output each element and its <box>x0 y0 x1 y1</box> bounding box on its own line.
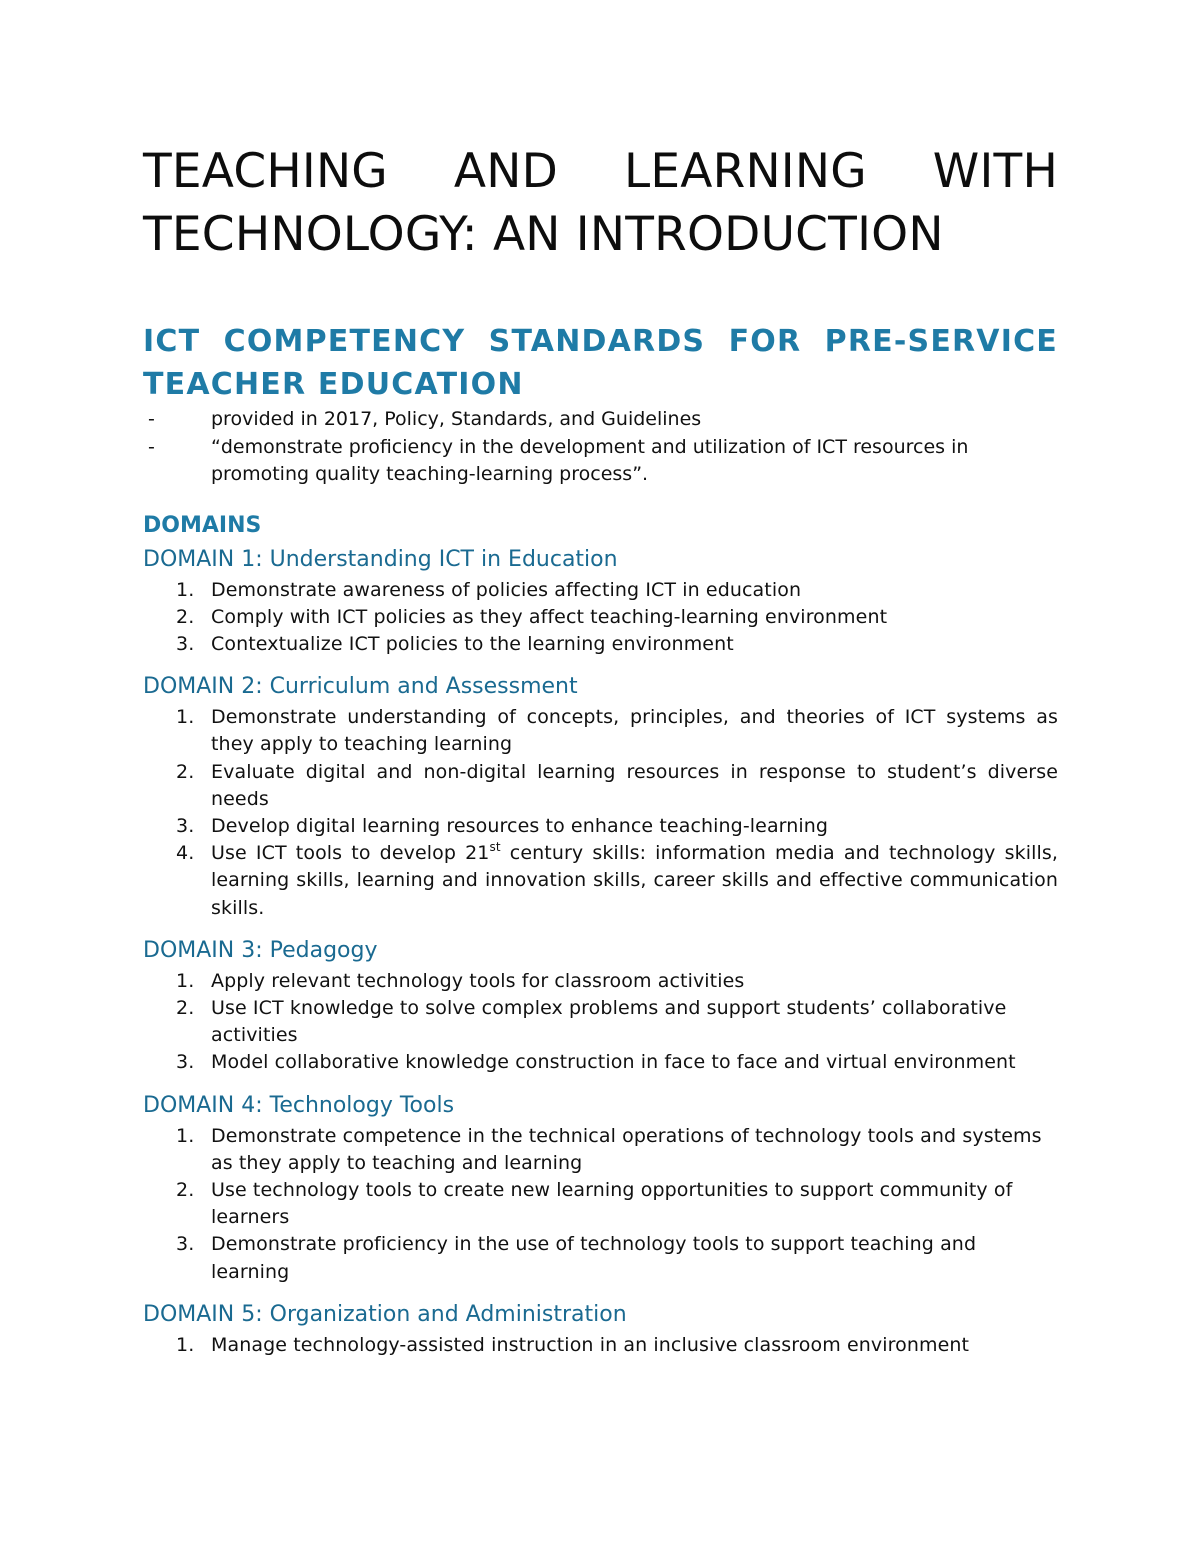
domain-heading: DOMAIN 1: Understanding ICT in Education <box>143 546 618 572</box>
list-item <box>143 1123 1058 1177</box>
item-text: Demonstrate competence in the technical operations of technology tools and systems as they apply to teaching and learning <box>211 1124 1042 1174</box>
item-number: 2. <box>176 605 195 628</box>
list-item <box>143 759 1058 813</box>
item-text: Develop digital learning resources to enhance teaching-learning <box>211 814 829 837</box>
list-item <box>143 995 1058 1049</box>
domain-item-list <box>143 1123 1058 1286</box>
item-number: 1. <box>176 1333 195 1356</box>
item-text: Demonstrate proficiency in the use of technology tools to support teaching and learning <box>211 1233 977 1283</box>
item-number: 2. <box>176 996 195 1019</box>
list-item <box>143 1049 1058 1076</box>
item-text: Model collaborative knowledge construction in face to face and virtual environment <box>211 1051 1016 1074</box>
section-heading-line-1: ICT COMPETENCY STANDARDS FOR PRE-SERVICE <box>143 324 1058 359</box>
item-text: Apply relevant technology tools for classroom activities <box>211 969 745 992</box>
domain-4 <box>143 1089 1058 1286</box>
item-text: Manage technology-assisted instruction in an inclusive classroom environment <box>211 1333 970 1356</box>
list-item <box>143 631 1058 658</box>
item-text: Comply with ICT policies as they affect teaching-learning environment <box>211 605 888 628</box>
item-number: 1. <box>176 578 195 601</box>
domain-item-list <box>143 968 1058 1077</box>
item-number: 3. <box>176 814 195 837</box>
item-number: 2. <box>176 760 195 783</box>
item-text-start: Use ICT tools to develop 21 <box>211 842 490 865</box>
item-text: Evaluate digital and non-digital learning resources in response to student’s diverse needs <box>211 760 1058 810</box>
list-item <box>143 604 1058 631</box>
domain-5 <box>143 1298 1058 1359</box>
domain-3 <box>143 934 1058 1077</box>
bullet-dash: - <box>148 435 155 458</box>
list-item <box>143 968 1058 995</box>
item-text: Contextualize ICT policies to the learning environment <box>211 632 734 655</box>
list-item <box>143 577 1058 604</box>
item-number: 4. <box>176 842 195 865</box>
bullet-item <box>143 406 1058 434</box>
domain-1 <box>143 543 1058 659</box>
list-item <box>143 840 1058 922</box>
bullet-dash: - <box>148 408 155 430</box>
document-page <box>143 140 1058 1359</box>
document-title-line-1: TEACHING AND LEARNING WITH <box>143 144 1058 199</box>
domain-heading: DOMAIN 2: Curriculum and Assessment <box>143 674 578 700</box>
domain-item-list <box>143 704 1058 922</box>
item-number: 3. <box>176 632 195 655</box>
bullet-text: provided in 2017, Policy, Standards, and Guidelines <box>211 408 702 430</box>
item-number: 2. <box>176 1178 195 1201</box>
item-number: 1. <box>176 706 195 729</box>
list-item <box>143 1332 1058 1359</box>
domain-item-list <box>143 577 1058 659</box>
list-item <box>143 1177 1058 1231</box>
item-text-end: century skills: information media and technology skills, learning skills, learning and innovation skills, career skills and effective communication skills. <box>211 842 1058 919</box>
domain-2 <box>143 670 1058 922</box>
domain-heading: DOMAIN 5: Organization and Administration <box>143 1301 627 1327</box>
bullet-item <box>143 434 1058 489</box>
list-item <box>143 813 1058 840</box>
item-text: Demonstrate understanding of concepts, principles, and theories of ICT systems as they apply to teaching learning <box>211 706 1058 756</box>
item-number: 1. <box>176 1124 195 1147</box>
section-heading <box>143 320 1058 406</box>
bullet-text: “demonstrate proficiency in the development and utilization of ICT resources in promoting quality teaching-learning process”. <box>211 435 969 485</box>
item-number: 1. <box>176 969 195 992</box>
domains-heading: DOMAINS <box>143 512 262 538</box>
section-bullet-list <box>143 406 1058 489</box>
item-text: Use technology tools to create new learning opportunities to support community of learners <box>211 1178 1013 1229</box>
domain-heading: DOMAIN 3: Pedagogy <box>143 937 378 963</box>
domain-heading: DOMAIN 4: Technology Tools <box>143 1092 455 1118</box>
item-superscript: st <box>489 840 501 855</box>
item-text: Demonstrate awareness of policies affecting ICT in education <box>211 578 802 601</box>
item-text: Use ICT knowledge to solve complex problems and support students’ collaborative activities <box>211 996 1007 1047</box>
list-item <box>143 704 1058 758</box>
domain-item-list <box>143 1332 1058 1359</box>
section-heading-line-2: TEACHER EDUCATION <box>143 367 524 402</box>
item-number: 3. <box>176 1051 195 1074</box>
document-title <box>143 140 1058 266</box>
list-item <box>143 1231 1058 1285</box>
item-number: 3. <box>176 1233 195 1256</box>
document-title-line-2: TECHNOLOGY: AN INTRODUCTION <box>143 207 944 262</box>
